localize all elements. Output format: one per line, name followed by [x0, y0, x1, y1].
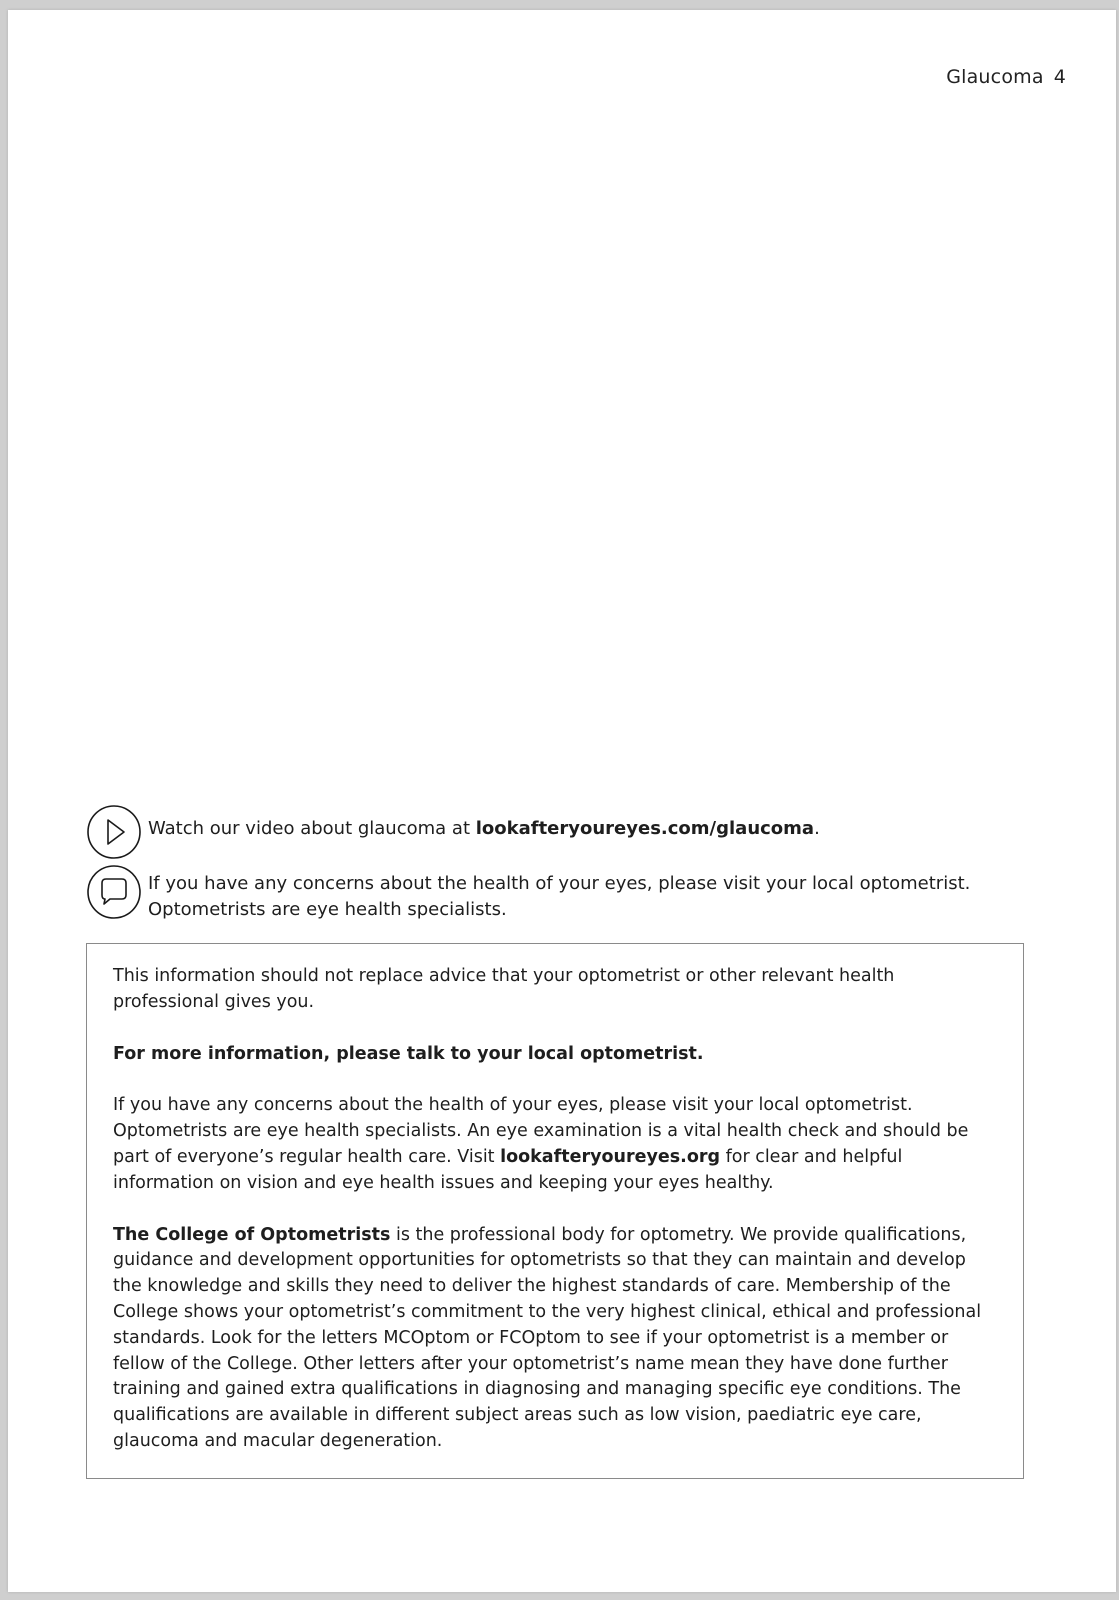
concern-note-line-1: If you have any concerns about the health of your eyes, please visit your local optometrist.	[148, 873, 971, 894]
header-title: Glaucoma	[946, 66, 1044, 88]
information-box	[86, 943, 1024, 1479]
document-page	[8, 10, 1116, 1592]
video-link[interactable]: lookafteryoureyes.com/glaucoma	[475, 818, 815, 839]
more-info-heading: For more information, please talk to your local optometrist.	[113, 1043, 704, 1064]
college-paragraph	[113, 1223, 997, 1455]
concerns-suffix: for clear and helpful information on vision and eye health issues and keeping your eyes healthy.	[113, 1146, 903, 1193]
concern-note-text	[148, 871, 970, 923]
website-link[interactable]: lookafteryoureyes.org	[500, 1146, 721, 1167]
concerns-text: If you have any concerns about the health of your eyes, please visit your local optometrist. Optometrists are eye health specialists. An eye examination is a vital health check and should be part of everyone’s regular health care. Visit	[113, 1095, 969, 1167]
play-icon[interactable]	[86, 804, 142, 860]
college-name: The College of Optometrists	[113, 1224, 391, 1245]
video-note-prefix: Watch our video about glaucoma at	[148, 818, 476, 839]
video-note-text	[148, 816, 820, 842]
speech-bubble-icon	[86, 864, 142, 920]
video-note-suffix: .	[814, 818, 820, 839]
concerns-paragraph	[113, 1093, 997, 1196]
page-number: 4	[1053, 66, 1066, 88]
disclaimer-paragraph: This information should not replace advice that your optometrist or other relevant health professional gives you.	[113, 966, 895, 1012]
running-header	[946, 66, 1066, 88]
concern-note-line-2: Optometrists are eye health specialists.	[148, 899, 507, 920]
college-text: is the professional body for optometry. We provide qualifications, guidance and development opportunities for optometrists so that they can maintain and develop the knowledge and skills they need to deliver the highest standards of care. Membership of the College shows your optometrist’s commitment to the very highest clinical, ethical and professional standards. Look for the letters MCOptom or FCOptom to see if your optometrist is a member or fellow of the College. Other letters after your optometrist’s name mean they have done further training and gained extra qualifications in diagnosing and managing specific eye conditions. The qualifications are available in different subject areas such as low vision, paediatric eye care, glaucoma and macular degeneration.	[113, 1224, 982, 1451]
